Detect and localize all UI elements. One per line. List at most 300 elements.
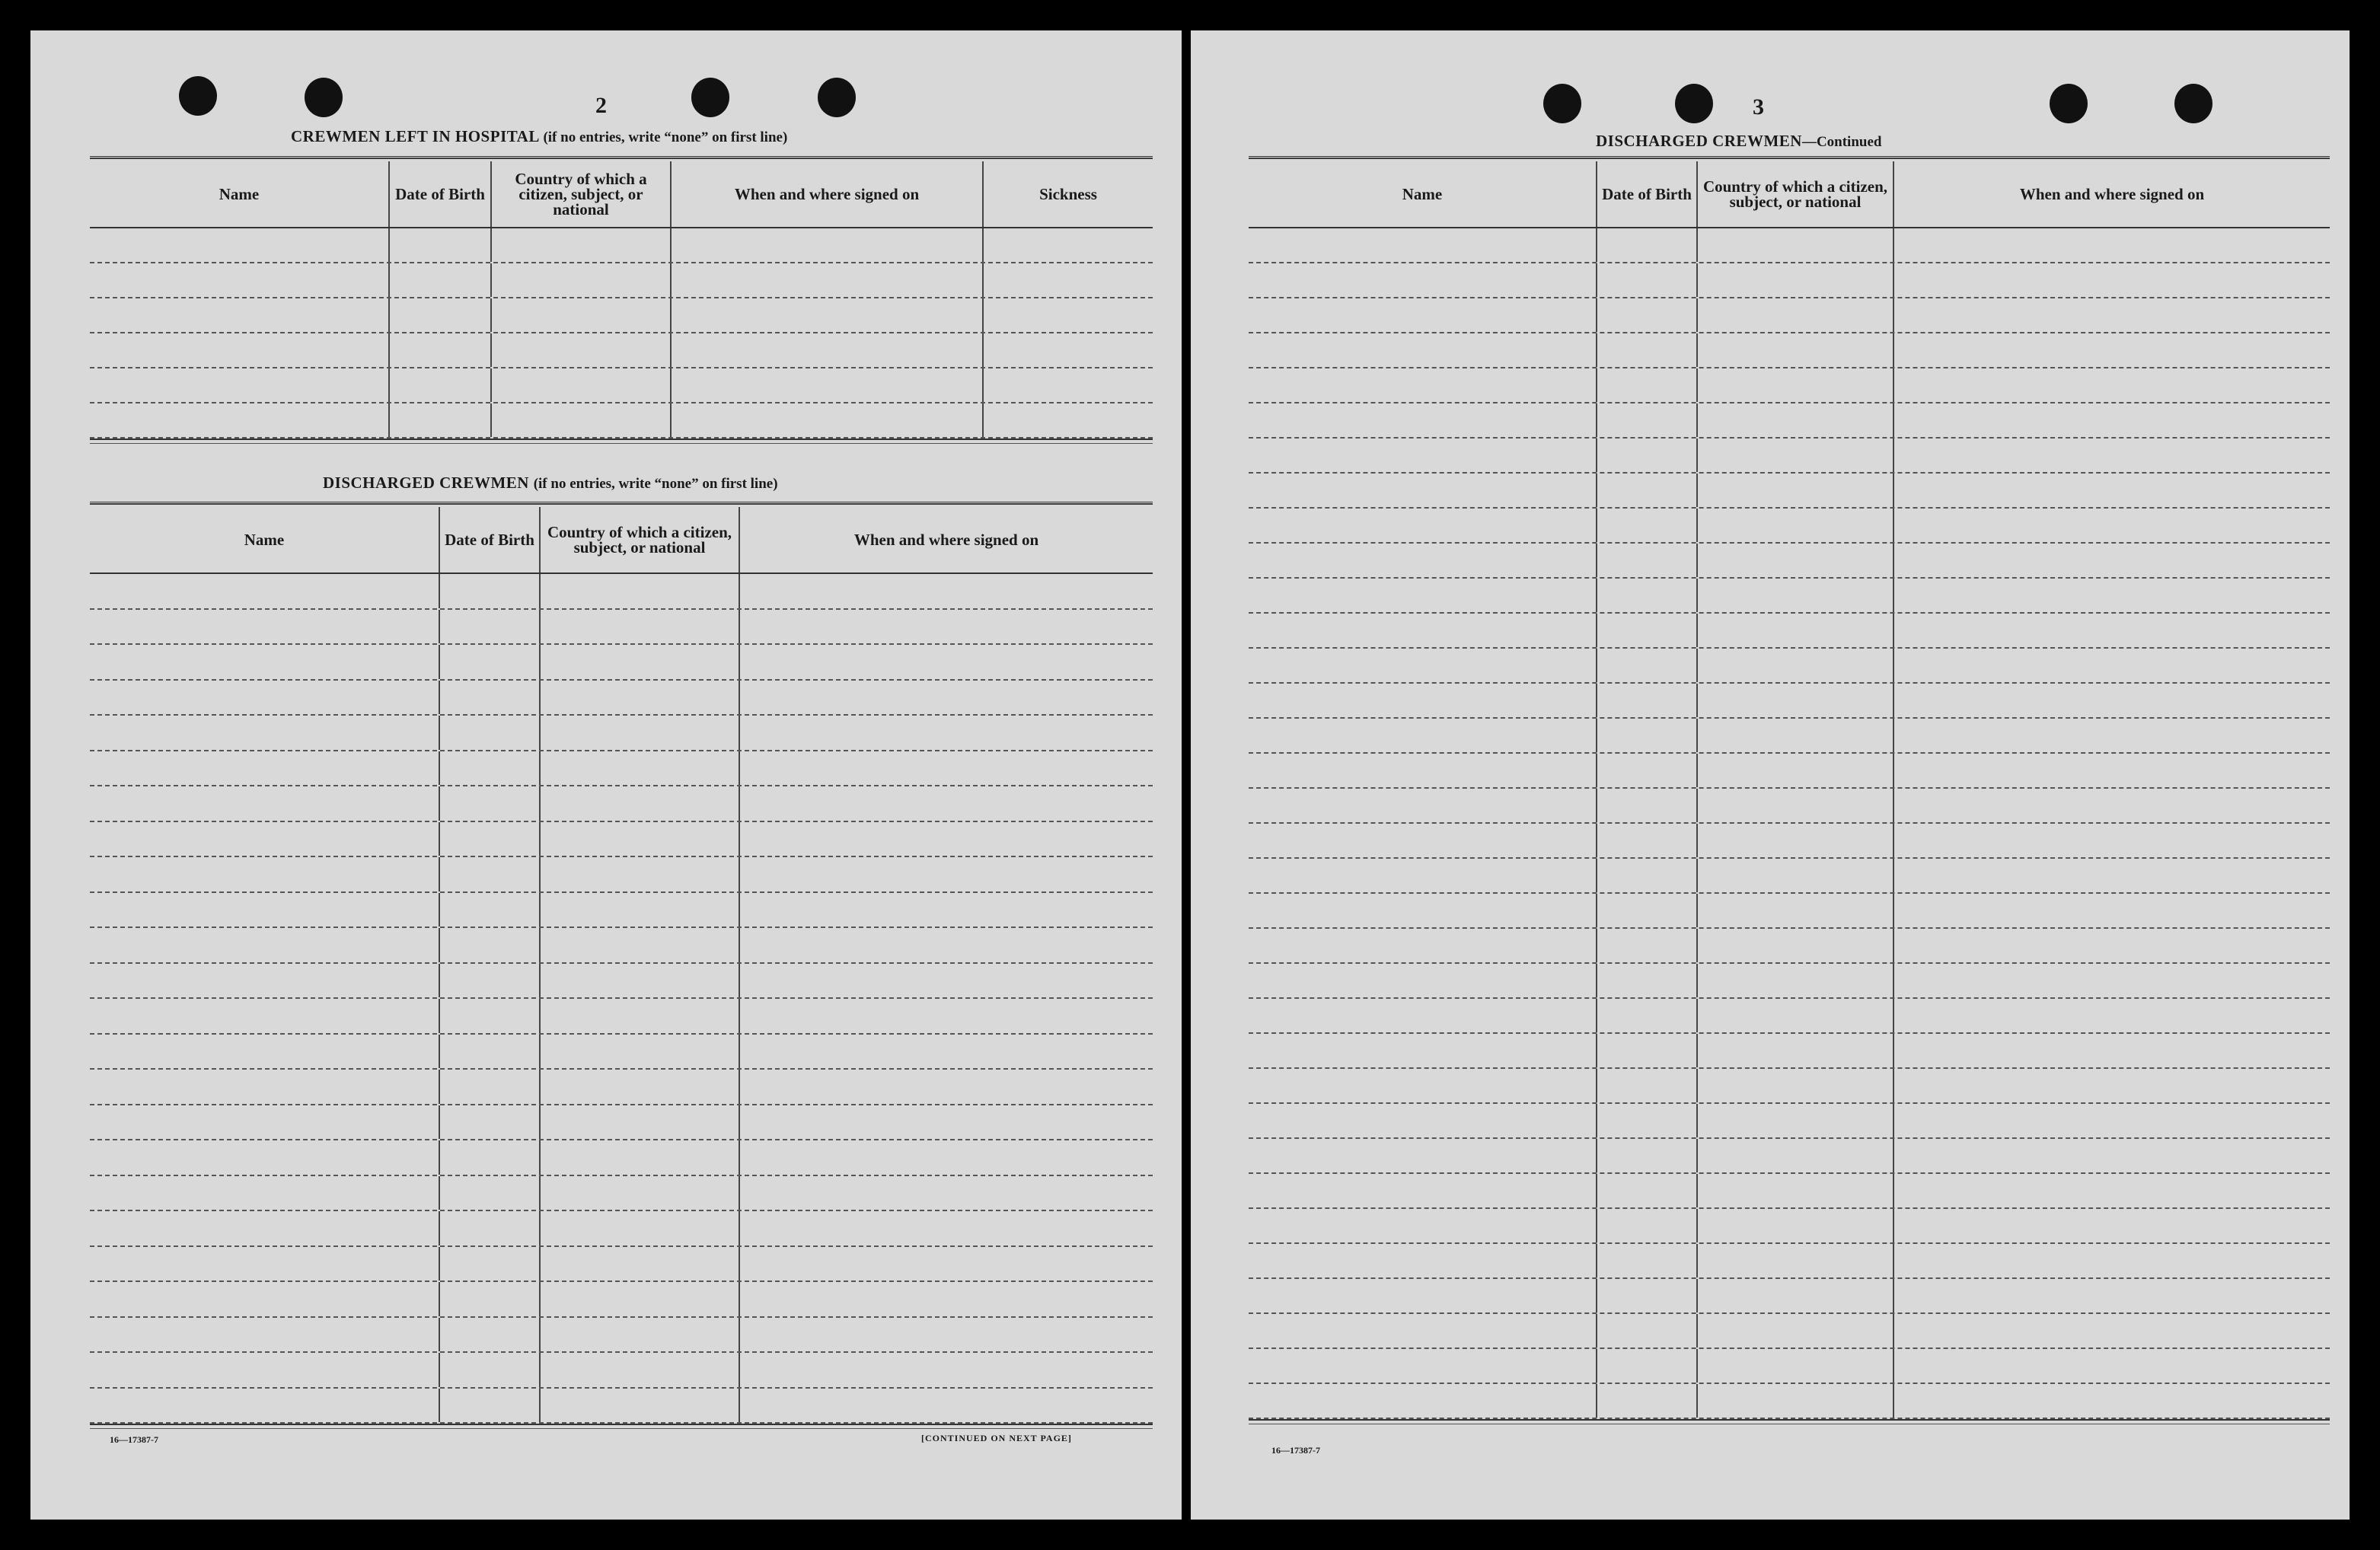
table-cell: [1249, 1069, 1597, 1102]
table-row: [1249, 1104, 2330, 1139]
form-code: 16—17387-7: [1271, 1445, 1320, 1456]
table-row: [90, 751, 1153, 787]
table-row: [1249, 929, 2330, 964]
table-cell: [1249, 1104, 1597, 1137]
table-cell: [541, 1211, 740, 1245]
table-cell: [1249, 789, 1597, 822]
table-row: [1249, 1314, 2330, 1349]
table-cell: [1249, 684, 1597, 717]
table-cell: [1698, 1139, 1894, 1172]
table-row: [90, 964, 1153, 1000]
table-row: [90, 857, 1153, 893]
table-cell: [541, 751, 740, 786]
table-cell: [1894, 1174, 2330, 1207]
table-cell: [1249, 614, 1597, 647]
discharged-continued-body: [1249, 228, 2330, 1424]
table-cell: [440, 822, 541, 856]
table-cell: [541, 681, 740, 715]
table-cell: [1597, 719, 1698, 752]
table-row: [1249, 684, 2330, 719]
table-cell: [440, 999, 541, 1033]
table-cell: [740, 574, 1153, 608]
table-cell: [90, 822, 440, 856]
table-cell: [740, 1247, 1153, 1281]
table-row: [90, 1105, 1153, 1141]
table-cell: [1698, 894, 1894, 927]
table-cell: [1597, 579, 1698, 612]
table-cell: [440, 786, 541, 821]
table-cell: [90, 751, 440, 786]
table-cell: [984, 228, 1153, 262]
table-cell: [1249, 333, 1597, 367]
table-row: [1249, 1139, 2330, 1174]
table-bottom-rule: [1249, 1419, 2330, 1424]
table-cell: [440, 716, 541, 750]
table-row: [1249, 544, 2330, 579]
table-cell: [1597, 929, 1698, 962]
table-cell: [1597, 1244, 1698, 1277]
table-cell: [1249, 1349, 1597, 1383]
table-cell: [1597, 789, 1698, 822]
table-cell: [1597, 368, 1698, 402]
table-row: [90, 1318, 1153, 1354]
table-row: [90, 333, 1153, 368]
table-cell: [90, 333, 390, 367]
table-cell: [390, 333, 492, 367]
table-row: [1249, 789, 2330, 824]
table-cell: [440, 610, 541, 644]
table-cell: [1597, 824, 1698, 857]
table-cell: [1894, 368, 2330, 402]
table-cell: [90, 1247, 440, 1281]
table-cell: [90, 1140, 440, 1175]
table-cell: [1249, 544, 1597, 577]
table-cell: [90, 786, 440, 821]
table-cell: [1894, 1384, 2330, 1418]
table-cell: [1249, 579, 1597, 612]
table-row: [90, 574, 1153, 610]
table-cell: [984, 368, 1153, 402]
table-cell: [1894, 824, 2330, 857]
table-cell: [1894, 298, 2330, 332]
col-header-signed-on: When and where signed on: [672, 161, 984, 227]
table-cell: [90, 1211, 440, 1245]
table-cell: [541, 786, 740, 821]
table-row: [90, 645, 1153, 681]
table-cell: [1597, 333, 1698, 367]
table-cell: [1249, 1384, 1597, 1418]
table-cell: [740, 1070, 1153, 1104]
table-row: [1249, 719, 2330, 754]
table-cell: [1698, 579, 1894, 612]
table-cell: [541, 857, 740, 891]
table-cell: [1698, 649, 1894, 682]
table-cell: [1249, 368, 1597, 402]
table-cell: [1894, 1209, 2330, 1242]
table-row: [90, 298, 1153, 333]
table-cell: [1249, 403, 1597, 437]
table-cell: [740, 716, 1153, 750]
discharged-continued-table: [1249, 156, 2330, 1424]
table-cell: [541, 716, 740, 750]
table-cell: [90, 1176, 440, 1210]
table-cell: [1597, 964, 1698, 997]
table-cell: [1249, 999, 1597, 1032]
table-cell: [1894, 929, 2330, 962]
table-cell: [1894, 1104, 2330, 1137]
table-row: [90, 1070, 1153, 1105]
table-cell: [740, 857, 1153, 891]
table-cell: [1249, 1174, 1597, 1207]
table-cell: [440, 1211, 541, 1245]
table-cell: [90, 1035, 440, 1069]
table-cell: [1597, 1349, 1698, 1383]
hospital-table-header: [90, 161, 1153, 228]
table-cell: [541, 574, 740, 608]
table-row: [90, 928, 1153, 964]
table-cell: [740, 1176, 1153, 1210]
hospital-table-body: [90, 228, 1153, 444]
table-row: [1249, 439, 2330, 474]
table-cell: [440, 1389, 541, 1423]
punch-hole: [691, 78, 729, 117]
discharged-continued-title: [1596, 132, 1881, 151]
table-cell: [1698, 544, 1894, 577]
table-cell: [1249, 754, 1597, 787]
table-cell: [1894, 1244, 2330, 1277]
table-cell: [1894, 263, 2330, 297]
table-cell: [541, 1070, 740, 1104]
table-row: [90, 403, 1153, 439]
table-cell: [541, 1247, 740, 1281]
table-cell: [1698, 1174, 1894, 1207]
table-cell: [492, 333, 672, 367]
table-cell: [1698, 1069, 1894, 1102]
table-cell: [740, 1282, 1153, 1316]
table-row: [1249, 228, 2330, 263]
table-cell: [1698, 614, 1894, 647]
table-cell: [440, 751, 541, 786]
table-cell: [541, 928, 740, 962]
table-row: [1249, 579, 2330, 614]
table-cell: [492, 298, 672, 332]
discharged-section-title: [323, 474, 778, 493]
table-cell: [1597, 544, 1698, 577]
table-cell: [984, 298, 1153, 332]
table-cell: [1597, 1139, 1698, 1172]
table-cell: [1698, 754, 1894, 787]
table-row: [90, 681, 1153, 716]
table-cell: [1597, 1279, 1698, 1312]
table-cell: [90, 1070, 440, 1104]
table-cell: [90, 928, 440, 962]
table-cell: [1698, 1349, 1894, 1383]
table-bottom-rule: [90, 439, 1153, 444]
table-row: [1249, 403, 2330, 439]
table-cell: [541, 1176, 740, 1210]
table-row: [90, 786, 1153, 822]
table-cell: [672, 263, 984, 297]
table-cell: [440, 1070, 541, 1104]
table-cell: [90, 893, 440, 927]
table-cell: [1597, 1209, 1698, 1242]
table-cell: [90, 1389, 440, 1423]
table-row: [1249, 649, 2330, 684]
table-cell: [1597, 1034, 1698, 1067]
table-bottom-rule: [90, 1424, 1153, 1429]
table-cell: [90, 298, 390, 332]
table-cell: [440, 645, 541, 679]
table-cell: [1894, 1069, 2330, 1102]
table-cell: [1894, 719, 2330, 752]
table-cell: [1698, 929, 1894, 962]
table-cell: [90, 368, 390, 402]
table-row: [1249, 1209, 2330, 1244]
col-header-name: Name: [1249, 161, 1597, 227]
table-cell: [1249, 649, 1597, 682]
table-row: [90, 716, 1153, 751]
punch-hole: [1675, 84, 1713, 123]
table-cell: [1698, 789, 1894, 822]
table-cell: [1249, 1209, 1597, 1242]
table-cell: [1597, 754, 1698, 787]
table-cell: [984, 263, 1153, 297]
table-cell: [740, 1389, 1153, 1423]
table-cell: [541, 999, 740, 1033]
table-cell: [740, 610, 1153, 644]
table-row: [1249, 368, 2330, 403]
table-row: [1249, 509, 2330, 544]
col-header-date-of-birth: Date of Birth: [390, 161, 492, 227]
table-cell: [984, 333, 1153, 367]
table-cell: [541, 893, 740, 927]
table-cell: [1698, 1384, 1894, 1418]
table-row: [1249, 1279, 2330, 1314]
col-header-country: Country of which a citizen, subject, or national: [492, 161, 672, 227]
table-cell: [90, 403, 390, 437]
table-cell: [740, 822, 1153, 856]
table-cell: [1597, 439, 1698, 472]
table-cell: [541, 610, 740, 644]
table-cell: [1698, 1209, 1894, 1242]
table-row: [90, 1353, 1153, 1389]
table-cell: [492, 368, 672, 402]
table-cell: [1698, 439, 1894, 472]
table-cell: [1698, 1034, 1894, 1067]
table-cell: [90, 1105, 440, 1140]
table-cell: [1597, 1104, 1698, 1137]
table-row: [1249, 614, 2330, 649]
table-row: [90, 1211, 1153, 1247]
table-cell: [672, 368, 984, 402]
continued-note: [CONTINUED ON NEXT PAGE]: [921, 1433, 1072, 1443]
table-row: [1249, 1174, 2330, 1209]
discharged-continued-title-main: DISCHARGED CREWMEN: [1596, 132, 1802, 150]
table-cell: [541, 1140, 740, 1175]
discharged-continued-title-note: —Continued: [1801, 134, 1882, 150]
table-cell: [1249, 1314, 1597, 1347]
table-cell: [740, 751, 1153, 786]
table-row: [1249, 894, 2330, 929]
col-header-signed-on: When and where signed on: [853, 531, 1039, 549]
table-row: [1249, 333, 2330, 368]
table-cell: [740, 681, 1153, 715]
table-cell: [90, 716, 440, 750]
discharged-continued-header: [1249, 161, 2330, 228]
table-cell: [740, 1353, 1153, 1387]
table-cell: [390, 368, 492, 402]
table-row: [90, 610, 1153, 646]
table-cell: [541, 1035, 740, 1069]
table-row: [1249, 474, 2330, 509]
table-cell: [492, 228, 672, 262]
table-cell: [1698, 333, 1894, 367]
table-cell: [1597, 1314, 1698, 1347]
table-cell: [740, 893, 1153, 927]
table-cell: [90, 228, 390, 262]
table-cell: [1597, 859, 1698, 892]
table-cell: [1597, 509, 1698, 542]
table-cell: [90, 999, 440, 1033]
table-cell: [90, 1318, 440, 1352]
table-row: [90, 822, 1153, 858]
table-cell: [740, 1105, 1153, 1140]
table-cell: [1597, 263, 1698, 297]
table-cell: [541, 1353, 740, 1387]
table-row: [1249, 1034, 2330, 1069]
table-cell: [740, 645, 1153, 679]
hospital-table: [90, 156, 1153, 444]
table-cell: [1698, 474, 1894, 507]
table-cell: [1894, 544, 2330, 577]
table-cell: [90, 645, 440, 679]
discharged-table-body: [90, 574, 1153, 1429]
hospital-section-title: [291, 127, 787, 146]
table-cell: [90, 964, 440, 998]
table-cell: [541, 964, 740, 998]
table-cell: [390, 228, 492, 262]
table-row: [90, 999, 1153, 1035]
table-cell: [1249, 719, 1597, 752]
table-cell: [1894, 333, 2330, 367]
table-cell: [440, 964, 541, 998]
table-cell: [541, 1318, 740, 1352]
table-row: [90, 893, 1153, 929]
table-cell: [90, 857, 440, 891]
table-cell: [740, 1318, 1153, 1352]
table-row: [90, 368, 1153, 403]
table-cell: [440, 1176, 541, 1210]
table-row: [90, 228, 1153, 263]
table-cell: [1894, 1139, 2330, 1172]
table-cell: [390, 298, 492, 332]
discharged-table: [90, 502, 1153, 1429]
table-cell: [1894, 403, 2330, 437]
col-header-sickness: Sickness: [1039, 185, 1097, 203]
table-cell: [1698, 824, 1894, 857]
table-row: [1249, 859, 2330, 894]
table-cell: [440, 1247, 541, 1281]
table-row: [1249, 1069, 2330, 1104]
table-cell: [1894, 509, 2330, 542]
table-cell: [1249, 1244, 1597, 1277]
table-cell: [1249, 1139, 1597, 1172]
table-cell: [440, 893, 541, 927]
discharged-title-note: (if no entries, write “none” on first line): [533, 476, 778, 492]
table-cell: [1249, 228, 1597, 262]
table-cell: [541, 645, 740, 679]
table-row: [90, 1247, 1153, 1283]
col-header-date-of-birth: Date of Birth: [1597, 161, 1698, 227]
table-cell: [1249, 439, 1597, 472]
table-cell: [1894, 579, 2330, 612]
form-code: 16—17387-7: [110, 1434, 158, 1445]
table-cell: [1698, 1104, 1894, 1137]
table-row: [1249, 1349, 2330, 1384]
discharged-title-main: DISCHARGED CREWMEN: [323, 474, 529, 492]
left-page: [30, 30, 1182, 1520]
table-row: [1249, 298, 2330, 333]
table-row: [1249, 824, 2330, 859]
table-cell: [1698, 719, 1894, 752]
table-cell: [1894, 1034, 2330, 1067]
table-cell: [1597, 684, 1698, 717]
table-cell: [1698, 368, 1894, 402]
table-cell: [1894, 439, 2330, 472]
table-cell: [1698, 859, 1894, 892]
table-cell: [1597, 999, 1698, 1032]
table-cell: [492, 263, 672, 297]
table-cell: [440, 681, 541, 715]
table-cell: [740, 786, 1153, 821]
table-cell: [440, 1035, 541, 1069]
table-cell: [672, 298, 984, 332]
table-row: [90, 263, 1153, 298]
table-cell: [1249, 859, 1597, 892]
table-cell: [1249, 824, 1597, 857]
table-cell: [1894, 754, 2330, 787]
page-number: 3: [1753, 94, 1765, 120]
table-cell: [1894, 859, 2330, 892]
table-cell: [440, 1140, 541, 1175]
table-cell: [1894, 789, 2330, 822]
table-cell: [492, 403, 672, 437]
table-cell: [1597, 228, 1698, 262]
punch-hole: [305, 78, 343, 117]
table-row: [1249, 754, 2330, 789]
table-cell: [90, 610, 440, 644]
table-row: [90, 1140, 1153, 1176]
table-cell: [440, 1282, 541, 1316]
page-number: 2: [595, 93, 608, 118]
table-cell: [1249, 1279, 1597, 1312]
punch-hole: [2050, 84, 2088, 123]
col-header-name: Name: [90, 161, 390, 227]
table-cell: [1597, 1069, 1698, 1102]
table-cell: [672, 333, 984, 367]
hospital-title-main: CREWMEN LEFT IN HOSPITAL: [291, 127, 539, 145]
table-cell: [740, 1140, 1153, 1175]
table-cell: [1698, 964, 1894, 997]
table-cell: [672, 228, 984, 262]
table-cell: [1249, 894, 1597, 927]
table-cell: [440, 1353, 541, 1387]
table-cell: [390, 263, 492, 297]
table-cell: [740, 928, 1153, 962]
table-cell: [1698, 509, 1894, 542]
table-cell: [1597, 614, 1698, 647]
table-cell: [1249, 474, 1597, 507]
